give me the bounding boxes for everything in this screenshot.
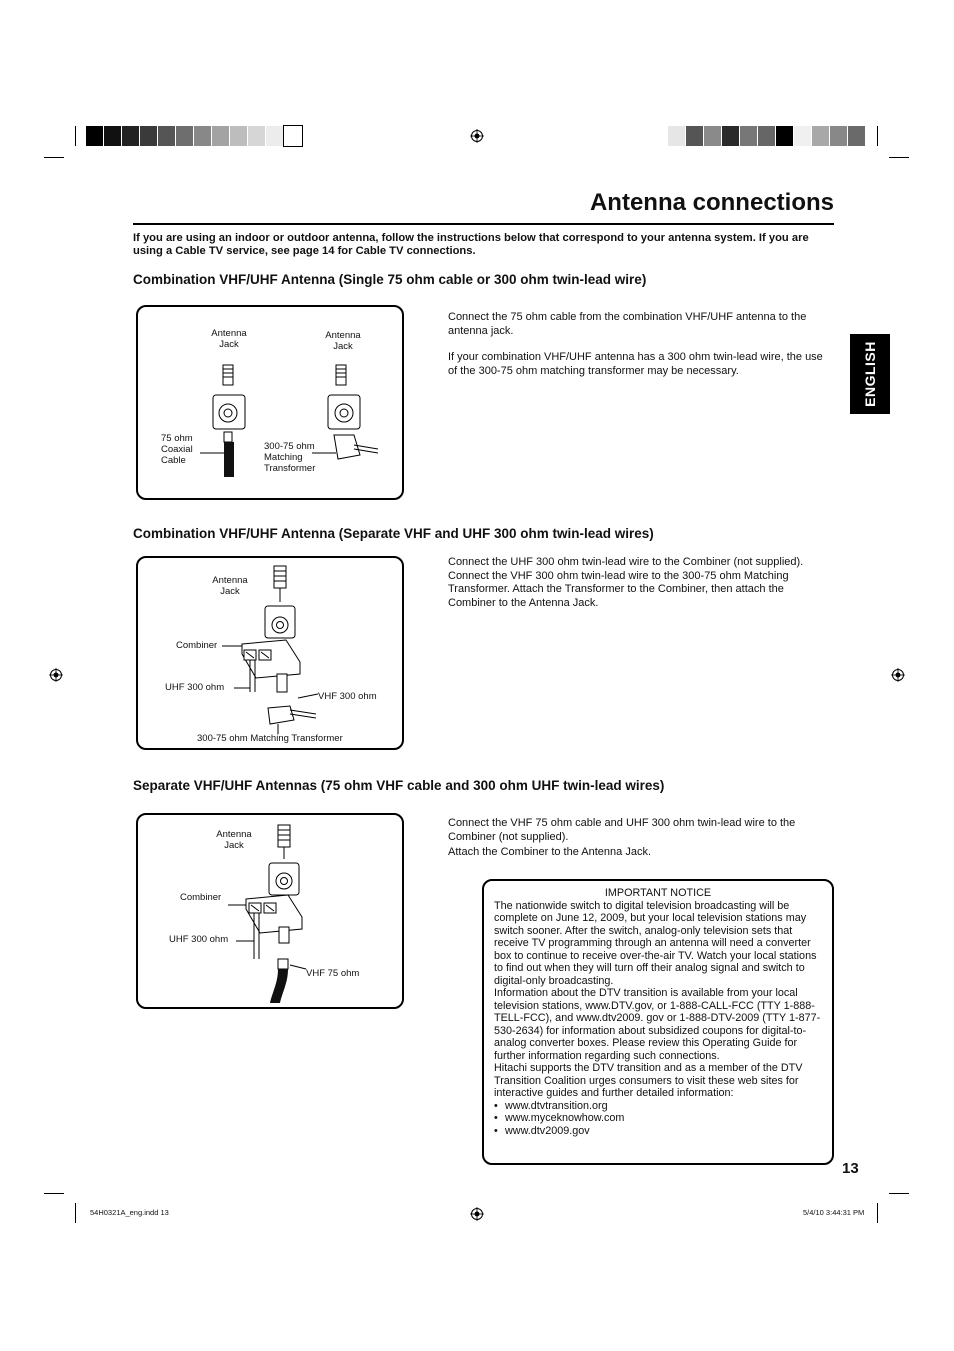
- notice-link[interactable]: • www.myceknowhow.com: [494, 1112, 822, 1125]
- notice-link[interactable]: • www.dtv2009.gov: [494, 1125, 822, 1138]
- color-swatch: [704, 126, 722, 146]
- color-swatch: [830, 126, 848, 146]
- color-swatch: [122, 126, 140, 146]
- diagram-single-cable: [136, 305, 404, 500]
- registration-mark-icon: [470, 1207, 484, 1221]
- color-swatch: [740, 126, 758, 146]
- color-swatch: [176, 126, 194, 146]
- antenna-jack-label: Antenna Jack: [216, 829, 252, 851]
- color-swatch: [776, 126, 794, 146]
- section-heading: Separate VHF/UHF Antennas (75 ohm VHF cable and 300 ohm UHF twin-lead wires): [133, 778, 665, 793]
- crop-mark: [877, 126, 878, 146]
- right-color-bar: [668, 126, 866, 146]
- color-swatch: [758, 126, 776, 146]
- color-swatch: [230, 126, 248, 146]
- color-swatch: [266, 126, 284, 146]
- vhf-label: VHF 75 ohm: [306, 968, 360, 979]
- notice-paragraph: Information about the DTV transition is available from your local television stations, www.DTV.gov, or 1-888-CALL-FCC (TTY 1-888-TELL-FCC), and www.dtv2009. gov or 1-888-DTV-2009 (TTY 1-877-530-2634) for information about subsidized coupons for digital-to-analog converter boxes. Please review this Operating Guide for further information regarding such connections.: [494, 987, 821, 1062]
- crop-mark: [44, 1193, 64, 1194]
- color-swatch: [194, 126, 212, 146]
- uhf-label: UHF 300 ohm: [169, 934, 229, 945]
- title-rule: [133, 223, 834, 225]
- color-swatch: [140, 126, 158, 146]
- combiner-label: Combiner: [180, 892, 222, 903]
- color-swatch: [668, 126, 686, 146]
- footer-file: 54H0321A_eng.indd 13: [90, 1208, 169, 1217]
- notice-links: [494, 1100, 822, 1138]
- color-swatch: [686, 126, 704, 146]
- color-swatch: [212, 126, 230, 146]
- color-swatch: [158, 126, 176, 146]
- crop-mark: [75, 126, 76, 146]
- diagram-separate-twinlead: [136, 556, 404, 750]
- registration-mark-icon: [470, 129, 484, 143]
- combiner-diagram: [138, 815, 402, 1007]
- antenna-jack-label: Antenna Jack: [325, 330, 361, 352]
- color-swatch: [86, 126, 104, 146]
- section-text: Connect the 75 ohm cable from the combination VHF/UHF antenna to the antenna jack. If your combination VHF/UHF antenna has a 300 ohm twin-lead wire, the use of the 300-75 ohm matching transformer may be necessary.: [448, 311, 823, 377]
- antenna-jack-label: Antenna Jack: [211, 328, 247, 350]
- color-swatch: [248, 126, 266, 146]
- crop-mark: [75, 1203, 76, 1223]
- coax-cable-label: 75 ohm Coaxial Cable: [161, 433, 193, 466]
- notice-paragraph: The nationwide switch to digital television broadcasting will be complete on June 12, 2009, but your local television stations may switch sooner. After the switch, analog-only television sets that receive TV programming through an antenna will need a converter box to continue to receive over-the-air TV. Watch your local stations to find out when they will turn off their analog signal and switch to digital-only broadcasting.: [494, 899, 817, 987]
- important-notice: [482, 879, 834, 1165]
- section-heading: Combination VHF/UHF Antenna (Single 75 ohm cable or 300 ohm twin-lead wire): [133, 272, 647, 287]
- language-tab: ENGLISH: [850, 334, 890, 414]
- color-swatch: [812, 126, 830, 146]
- footer-timestamp: 5/4/10 3:44:31 PM: [803, 1208, 865, 1217]
- color-swatch: [284, 126, 302, 146]
- notice-paragraph: Hitachi supports the DTV transition and as a member of the DTV Transition Coalition urges consumers to visit these web sites for interactive guides and further detailed information:: [494, 1062, 803, 1099]
- crop-mark: [44, 157, 64, 158]
- registration-mark-icon: [49, 668, 63, 682]
- color-swatch: [848, 126, 866, 146]
- diagram-separate-antennas: [136, 813, 404, 1009]
- color-swatch: [722, 126, 740, 146]
- crop-mark: [889, 1193, 909, 1194]
- combiner-diagram: [138, 558, 402, 748]
- color-swatch: [104, 126, 122, 146]
- uhf-label: UHF 300 ohm: [165, 682, 225, 693]
- color-swatch: [794, 126, 812, 146]
- notice-title: IMPORTANT NOTICE: [604, 887, 712, 899]
- transformer-label: 300-75 ohm Matching Transformer: [264, 441, 316, 474]
- antenna-jack-label: Antenna Jack: [212, 575, 248, 597]
- section-text: Connect the VHF 75 ohm cable and UHF 300 ohm twin-lead wire to the Combiner (not supplied). Attach the Combiner to the Antenna Jack.: [448, 817, 796, 858]
- section-heading: Combination VHF/UHF Antenna (Separate VHF and UHF 300 ohm twin-lead wires): [133, 526, 654, 541]
- page-title: Antenna connections: [589, 189, 834, 216]
- registration-mark-icon: [891, 668, 905, 682]
- vhf-label: VHF 300 ohm: [318, 691, 377, 702]
- section-text: Connect the UHF 300 ohm twin-lead wire to the Combiner (not supplied). Connect the VHF 300 ohm twin-lead wire to the 300-75 ohm Matching Transformer. Attach the Transformer to the Combiner, then attach the Combiner to the Antenna Jack.: [448, 556, 804, 609]
- notice-link[interactable]: • www.dtvtransition.org: [494, 1100, 822, 1113]
- intro-text: If you are using an indoor or outdoor antenna, follow the instructions below that correspond to your antenna system. If you are using a Cable TV service, see page 14 for Cable TV connections.: [133, 232, 809, 257]
- page-number: 13: [842, 1160, 859, 1177]
- transformer-label: 300-75 ohm Matching Transformer: [197, 733, 343, 744]
- left-color-bar: [86, 126, 302, 146]
- combiner-label: Combiner: [176, 640, 218, 651]
- crop-mark: [889, 157, 909, 158]
- crop-mark: [877, 1203, 878, 1223]
